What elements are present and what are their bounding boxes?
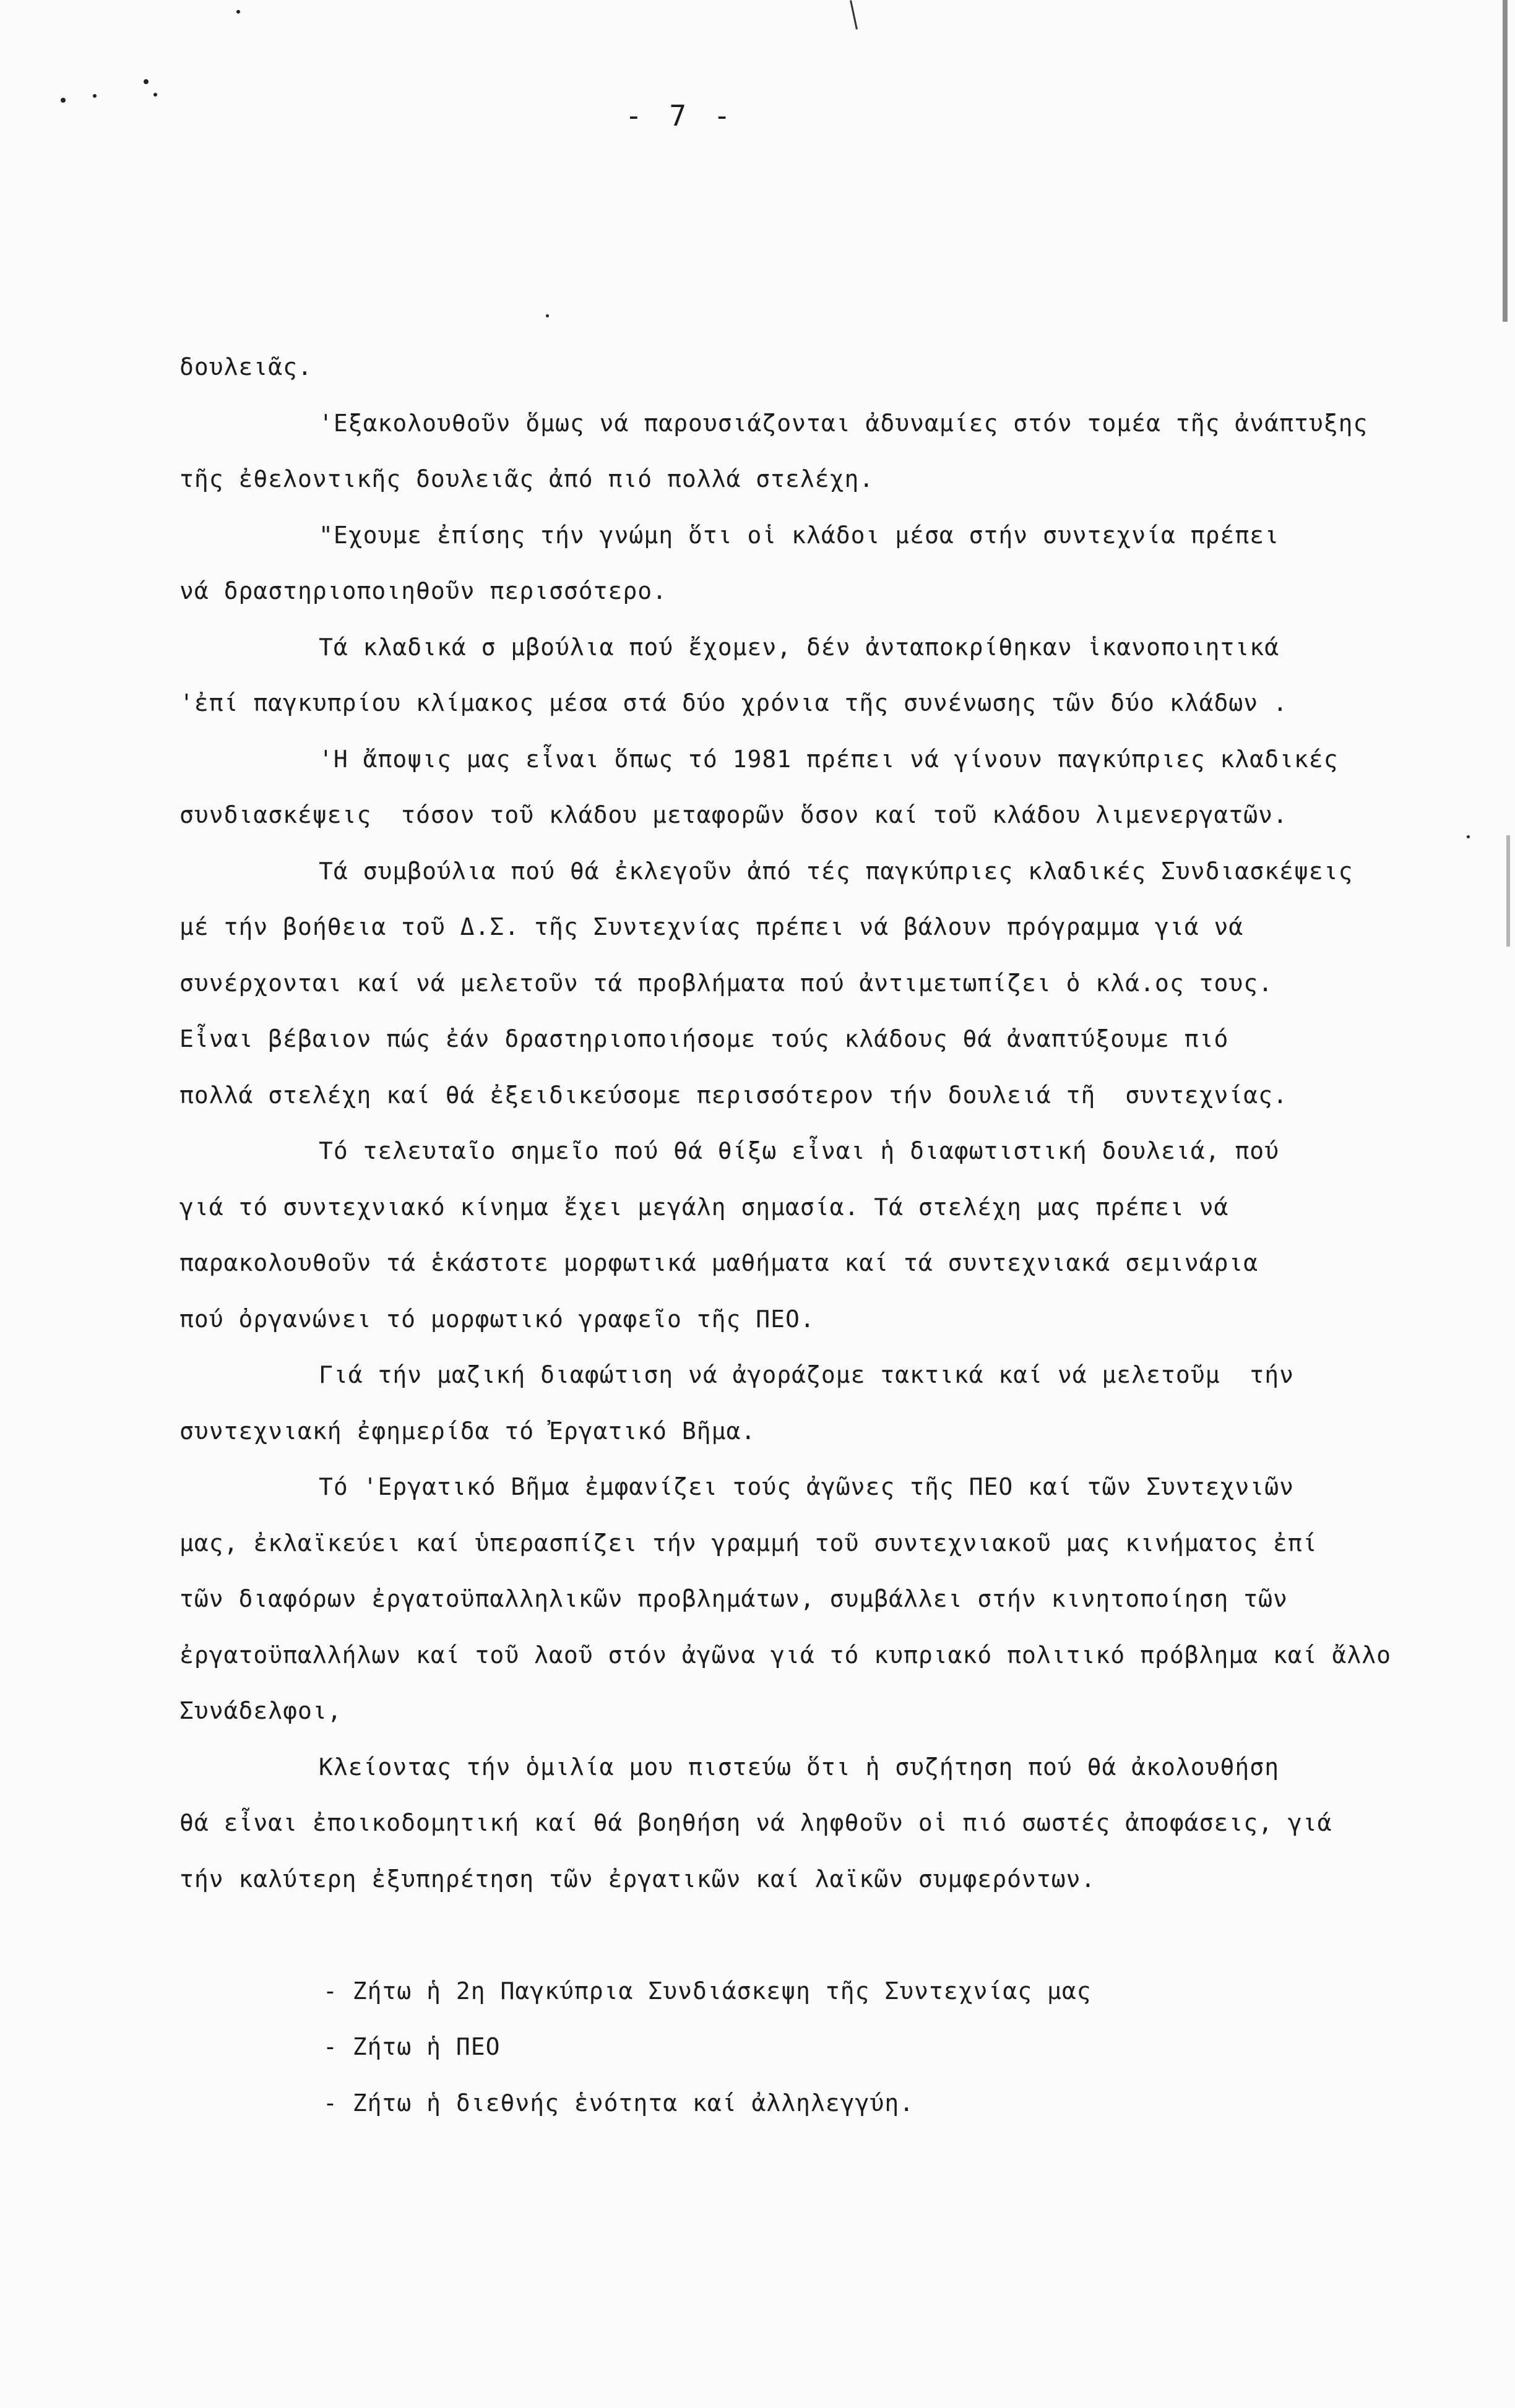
text-line: ἐργατοϋπαλλήλων καί τοῦ λαοῦ στόν ἀγῶνα γιά τό κυπριακό πολιτικό πρόβλημα καί ἄλλο	[179, 1641, 1391, 1669]
scan-speck	[144, 79, 149, 84]
text-line: τήν καλύτερη ἐξυπηρέτηση τῶν ἐργατικῶν καί λαϊκῶν συμφερόντων.	[179, 1865, 1096, 1893]
scan-speck	[61, 98, 66, 103]
text-line: 'Η ἄποψις μας εἶναι ὅπως τό 1981 πρέπει νά γίνουν παγκύπριες κλαδικές	[319, 745, 1339, 773]
text-line: μας, ἐκλαϊκεύει καί ὑπερασπίζει τήν γραμμή τοῦ συντεχνιακοῦ μας κινήματος ἐπί	[179, 1529, 1318, 1557]
text-line: 'Εξακολουθοῦν ὅμως νά παρουσιάζονται ἀδυναμίες στόν τομέα τῆς ἀνάπτυξης	[319, 409, 1368, 437]
text-line: συνέρχονται καί νά μελετοῦν τά προβλήματα πού ἀντιμετωπίζει ὁ κλά.ος τους.	[179, 969, 1273, 997]
scan-speck	[153, 93, 157, 97]
text-line: Τό 'Εργατικό Βῆμα ἐμφανίζει τούς ἀγῶνες τῆς ΠΕΟ καί τῶν Συντεχνιῶν	[319, 1473, 1294, 1500]
text-line: πού ὀργανώνει τό μορφωτικό γραφεῖο τῆς ΠΕΟ.	[179, 1305, 815, 1333]
blank-line	[179, 1907, 1479, 1963]
text-line: "Εχουμε ἐπίσης τήν γνώμη ὅτι οἱ κλάδοι μέσα στήν συντεχνία πρέπει	[319, 521, 1280, 549]
text-line: Εἶναι βέβαιον πώς ἐάν δραστηριοποιήσομε τούς κλάδους θά ἀναπτύξουμε πιό	[179, 1025, 1229, 1052]
scan-speck	[546, 314, 549, 317]
page-number: - 7 -	[625, 99, 736, 132]
text-line: συνδιασκέψεις τόσον τοῦ κλάδου μεταφορῶν ὅσον καί τοῦ κλάδου λιμενεργατῶν.	[179, 801, 1288, 828]
text-line: θά εἶναι ἐποικοδομητική καί θά βοηθήση νά ληφθοῦν οἱ πιό σωστές ἀποφάσεις, γιά	[179, 1809, 1332, 1836]
scan-speck	[236, 10, 240, 14]
slogan-line: - Ζήτω ἡ 2η Παγκύπρια Συνδιάσκεψη τῆς Συντεχνίας μας	[323, 1977, 1092, 2005]
text-line: πολλά στελέχη καί θά ἐξειδικεύσομε περισσότερον τήν δουλειά τῆ συντεχνίας.	[179, 1081, 1288, 1109]
slogan-line: - Ζήτω ἡ διεθνής ἑνότητα καί ἀλληλεγγύη.	[323, 2089, 915, 2117]
scan-edge-mark	[850, 0, 858, 30]
text-line: Κλείοντας τήν ὁμιλία μου πιστεύω ὅτι ἡ συζήτηση πού θά ἀκολουθήση	[319, 1753, 1280, 1781]
slogan-line: - Ζήτω ἡ ΠΕΟ	[323, 2033, 501, 2060]
text-line: Γιά τήν μαζική διαφώτιση νά ἀγοράζομε τακτικά καί νά μελετοῦμ τήν	[319, 1361, 1294, 1388]
text-line: δουλειᾶς.	[179, 353, 313, 381]
text-line: μέ τήν βοήθεια τοῦ Δ.Σ. τῆς Συντεχνίας πρέπει νά βάλουν πρόγραμμα γιά νά	[179, 913, 1244, 940]
text-line: συντεχνιακή ἐφημερίδα τό Ἐργατικό Βῆμα.	[179, 1417, 756, 1445]
text-line: Συνάδελφοι,	[179, 1697, 342, 1724]
text-line: Τό τελευταῖο σημεῖο πού θά θίξω εἶναι ἡ διαφωτιστική δουλειά, πού	[319, 1137, 1280, 1164]
scan-speck	[93, 94, 97, 98]
text-line: Τά συμβούλια πού θά ἐκλεγοῦν ἀπό τές παγκύπριες κλαδικές Συνδιασκέψεις	[319, 857, 1353, 885]
text-line: νά δραστηριοποιηθοῦν περισσότερο.	[179, 577, 667, 604]
text-line: γιά τό συντεχνιακό κίνημα ἔχει μεγάλη σημασία. Τά στελέχη μας πρέπει νά	[179, 1193, 1229, 1221]
scan-speck	[1467, 835, 1470, 838]
scan-edge-mark	[1503, 0, 1508, 322]
text-line: τῆς ἐθελοντικῆς δουλειᾶς ἀπό πιό πολλά στελέχη.	[179, 465, 874, 492]
text-line: Τά κλαδικά σ μβούλια πού ἔχομεν, δέν ἀνταποκρίθηκαν ἱκανοποιητικά	[319, 633, 1280, 661]
scan-edge-mark	[1506, 835, 1510, 947]
text-line: 'ἐπί παγκυπρίου κλίμακος μέσα στά δύο χρόνια τῆς συνένωσης τῶν δύο κλάδων .	[179, 689, 1288, 716]
text-line: παρακολουθοῦν τά ἑκάστοτε μορφωτικά μαθήματα καί τά συντεχνιακά σεμινάρια	[179, 1249, 1259, 1276]
text-line: τῶν διαφόρων ἐργατοϋπαλληλικῶν προβλημάτων, συμβάλλει στήν κινητοποίηση τῶν	[179, 1585, 1288, 1612]
letter-body	[179, 339, 1479, 2131]
